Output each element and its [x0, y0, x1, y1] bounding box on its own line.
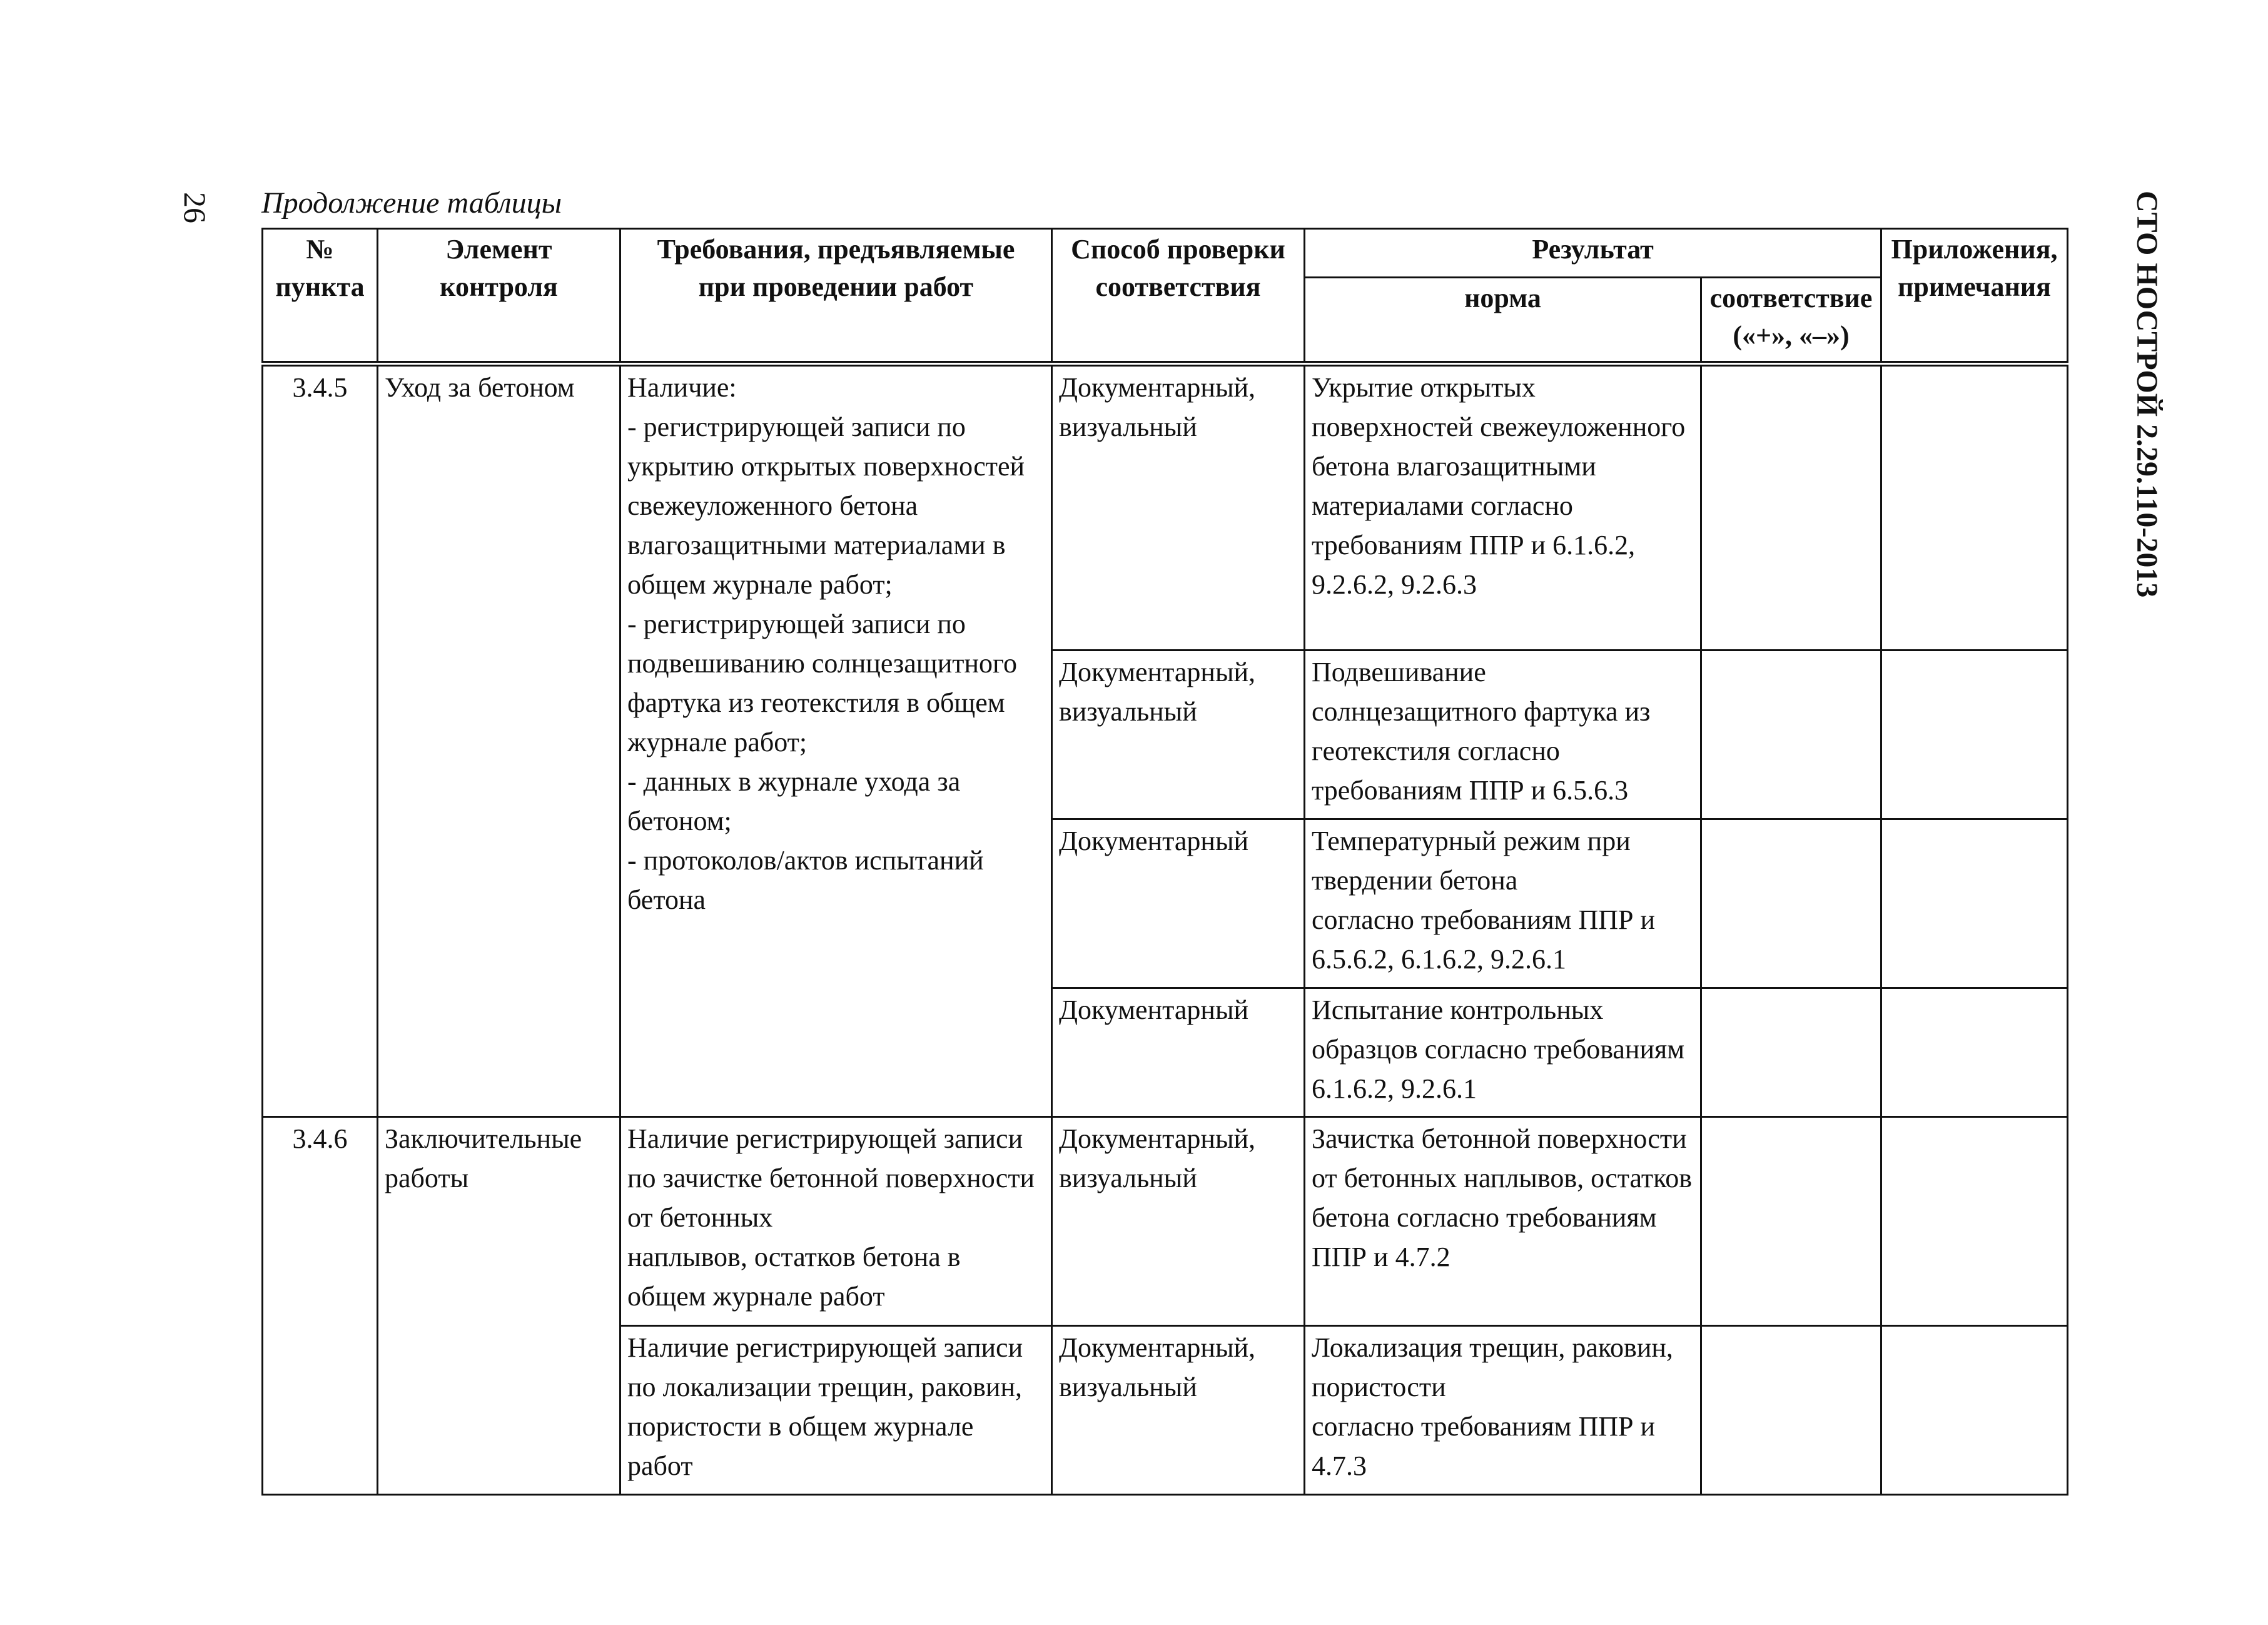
- check-norm: Укрытие открытых поверхностей свежеуложенного бетона влагозащитными материалами согласно требованиям ППР и 6.1.6.2, 9.2.6.2, 9.2.6.3: [1305, 364, 1701, 651]
- check-notes: [1881, 1117, 2068, 1326]
- header-method: Способ проверки соответствия: [1052, 229, 1305, 364]
- row-requirements: Наличие: - регистрирующей записи по укрытию открытых поверхностей свежеуложенного бетона влагозащитными материалами в общем журнале работ; - регистрирующей записи по подвешиванию солнцезащитного фартука из геотекстиля в общем журнале работ; - данных в журнале ухода за бетоном; - протоколов/актов испытаний бетона: [620, 364, 1052, 1117]
- check-compliance: [1701, 819, 1881, 988]
- check-method: Документарный, визуальный: [1052, 1326, 1305, 1495]
- check-method: Документарный: [1052, 819, 1305, 988]
- header-compliance: соответствие («+», «–»): [1701, 278, 1881, 364]
- header-element: Элемент контроля: [378, 229, 620, 364]
- header-norm: норма: [1305, 278, 1701, 364]
- header-num: № пункта: [263, 229, 378, 364]
- row-requirements: Наличие регистрирующей записи по локализации трещин, раковин, пористости в общем журнале работ: [620, 1326, 1052, 1495]
- row-num: 3.4.5: [263, 364, 378, 1117]
- check-compliance: [1701, 364, 1881, 651]
- row-num: 3.4.6: [263, 1117, 378, 1495]
- table-caption: Продолжение таблицы: [261, 186, 562, 220]
- row-requirements: Наличие регистрирующей записи по зачистке бетонной поверхности от бетонных наплывов, остатков бетона в общем журнале работ: [620, 1117, 1052, 1326]
- header-requirements: Требования, предъявляемые при проведении работ: [620, 229, 1052, 364]
- table-row: [263, 364, 2068, 651]
- header-row: [263, 229, 2068, 278]
- check-method: Документарный: [1052, 988, 1305, 1117]
- header-notes: Приложения, примечания: [1881, 229, 2068, 364]
- document-code: СТО НОСТРОЙ 2.29.110-2013: [2130, 191, 2164, 598]
- check-notes: [1881, 819, 2068, 988]
- check-norm: Локализация трещин, раковин, пористости согласно требованиям ППР и 4.7.3: [1305, 1326, 1701, 1495]
- check-method: Документарный, визуальный: [1052, 1117, 1305, 1326]
- check-norm: Температурный режим при твердении бетона согласно требованиям ППР и 6.5.6.2, 6.1.6.2, 9.2.6.1: [1305, 819, 1701, 988]
- page-number: 26: [178, 192, 213, 223]
- row-element: Уход за бетоном: [378, 364, 620, 1117]
- check-method: Документарный, визуальный: [1052, 651, 1305, 819]
- row-element: Заключительные работы: [378, 1117, 620, 1495]
- inspection-table: [261, 228, 2068, 1496]
- check-compliance: [1701, 651, 1881, 819]
- check-notes: [1881, 651, 2068, 819]
- check-norm: Подвешивание солнцезащитного фартука из геотекстиля согласно требованиям ППР и 6.5.6.3: [1305, 651, 1701, 819]
- check-method: Документарный, визуальный: [1052, 364, 1305, 651]
- check-notes: [1881, 988, 2068, 1117]
- check-notes: [1881, 1326, 2068, 1495]
- check-compliance: [1701, 988, 1881, 1117]
- check-norm: Зачистка бетонной поверхности от бетонных наплывов, остатков бетона согласно требованиям ППР и 4.7.2: [1305, 1117, 1701, 1326]
- check-norm: Испытание контрольных образцов согласно требованиям 6.1.6.2, 9.2.6.1: [1305, 988, 1701, 1117]
- header-result: Результат: [1305, 229, 1881, 278]
- check-compliance: [1701, 1326, 1881, 1495]
- check-compliance: [1701, 1117, 1881, 1326]
- check-notes: [1881, 364, 2068, 651]
- table-row: [263, 1117, 2068, 1326]
